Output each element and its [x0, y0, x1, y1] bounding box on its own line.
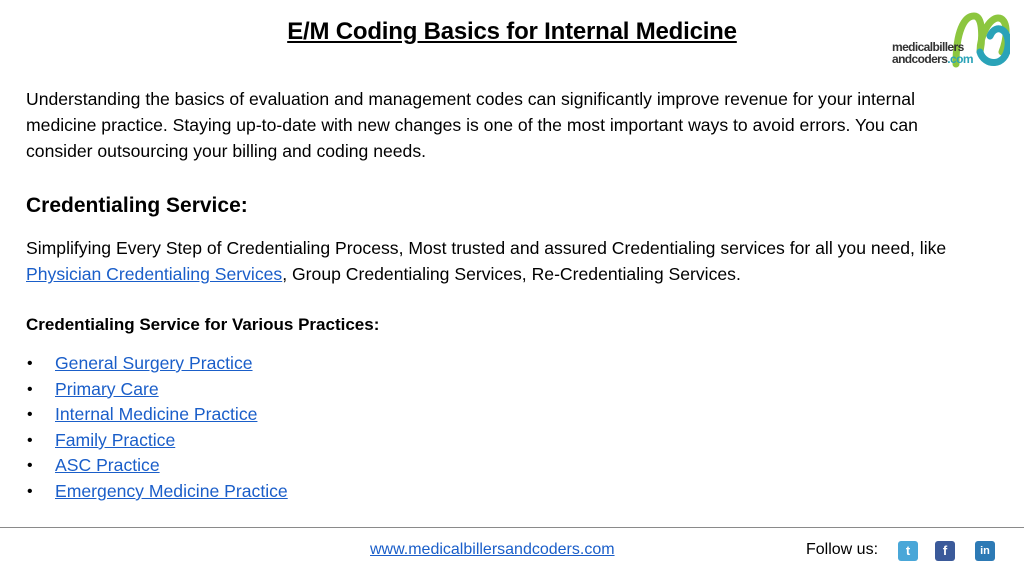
family-practice-link[interactable]: Family Practice [55, 429, 176, 450]
list-item [26, 453, 976, 479]
bullet-icon: • [27, 354, 33, 372]
follow-us-label: Follow us: [806, 541, 879, 558]
facebook-icon[interactable]: f [935, 541, 955, 561]
bullet-icon: • [27, 457, 33, 475]
bullet-icon: • [27, 380, 33, 398]
list-item [26, 351, 976, 377]
logo-text-line2 [892, 53, 973, 65]
list-item [26, 402, 976, 428]
list-item [26, 428, 976, 454]
section-paragraph [26, 236, 976, 288]
logo-text-suffix: .com [947, 52, 973, 66]
bullet-icon: • [27, 482, 33, 500]
internal-medicine-link[interactable]: Internal Medicine Practice [55, 404, 258, 425]
main-content [26, 87, 976, 505]
footer-divider [0, 527, 1024, 528]
website-link[interactable]: www.medicalbillersandcoders.com [370, 541, 615, 558]
general-surgery-link[interactable]: General Surgery Practice [55, 352, 253, 373]
section-heading: Credentialing Service: [26, 194, 248, 218]
practices-list [26, 351, 976, 505]
intro-paragraph: Understanding the basics of evaluation and management codes can significantly improve revenue for your internal medicine practice. Staying up-to-date with new changes is one of the most important ways to avoid errors. You can consider outsourcing your billing and coding needs. [26, 89, 918, 161]
section-text-before: Simplifying Every Step of Credentialing Process, Most trusted and assured Credentialing services for all you need, like [26, 238, 947, 259]
emergency-medicine-link[interactable]: Emergency Medicine Practice [55, 480, 288, 501]
logo-text-main: andcoders [892, 52, 948, 66]
bullet-icon: • [27, 431, 33, 449]
bullet-icon: • [27, 406, 33, 424]
logo-text-line1: medicalbillers [892, 40, 964, 54]
asc-practice-link[interactable]: ASC Practice [55, 455, 160, 476]
section-text-after: , Group Credentialing Services, Re-Credentialing Services. [282, 264, 741, 285]
primary-care-link[interactable]: Primary Care [55, 378, 159, 399]
list-item [26, 377, 976, 403]
twitter-icon[interactable]: t [898, 541, 918, 561]
practices-heading: Credentialing Service for Various Practices: [26, 314, 380, 334]
physician-credentialing-link[interactable]: Physician Credentialing Services [26, 264, 283, 285]
page-title: E/M Coding Basics for Internal Medicine [287, 18, 737, 45]
company-logo[interactable] [892, 12, 1014, 72]
list-item [26, 479, 976, 505]
linkedin-icon[interactable]: in [975, 541, 995, 561]
